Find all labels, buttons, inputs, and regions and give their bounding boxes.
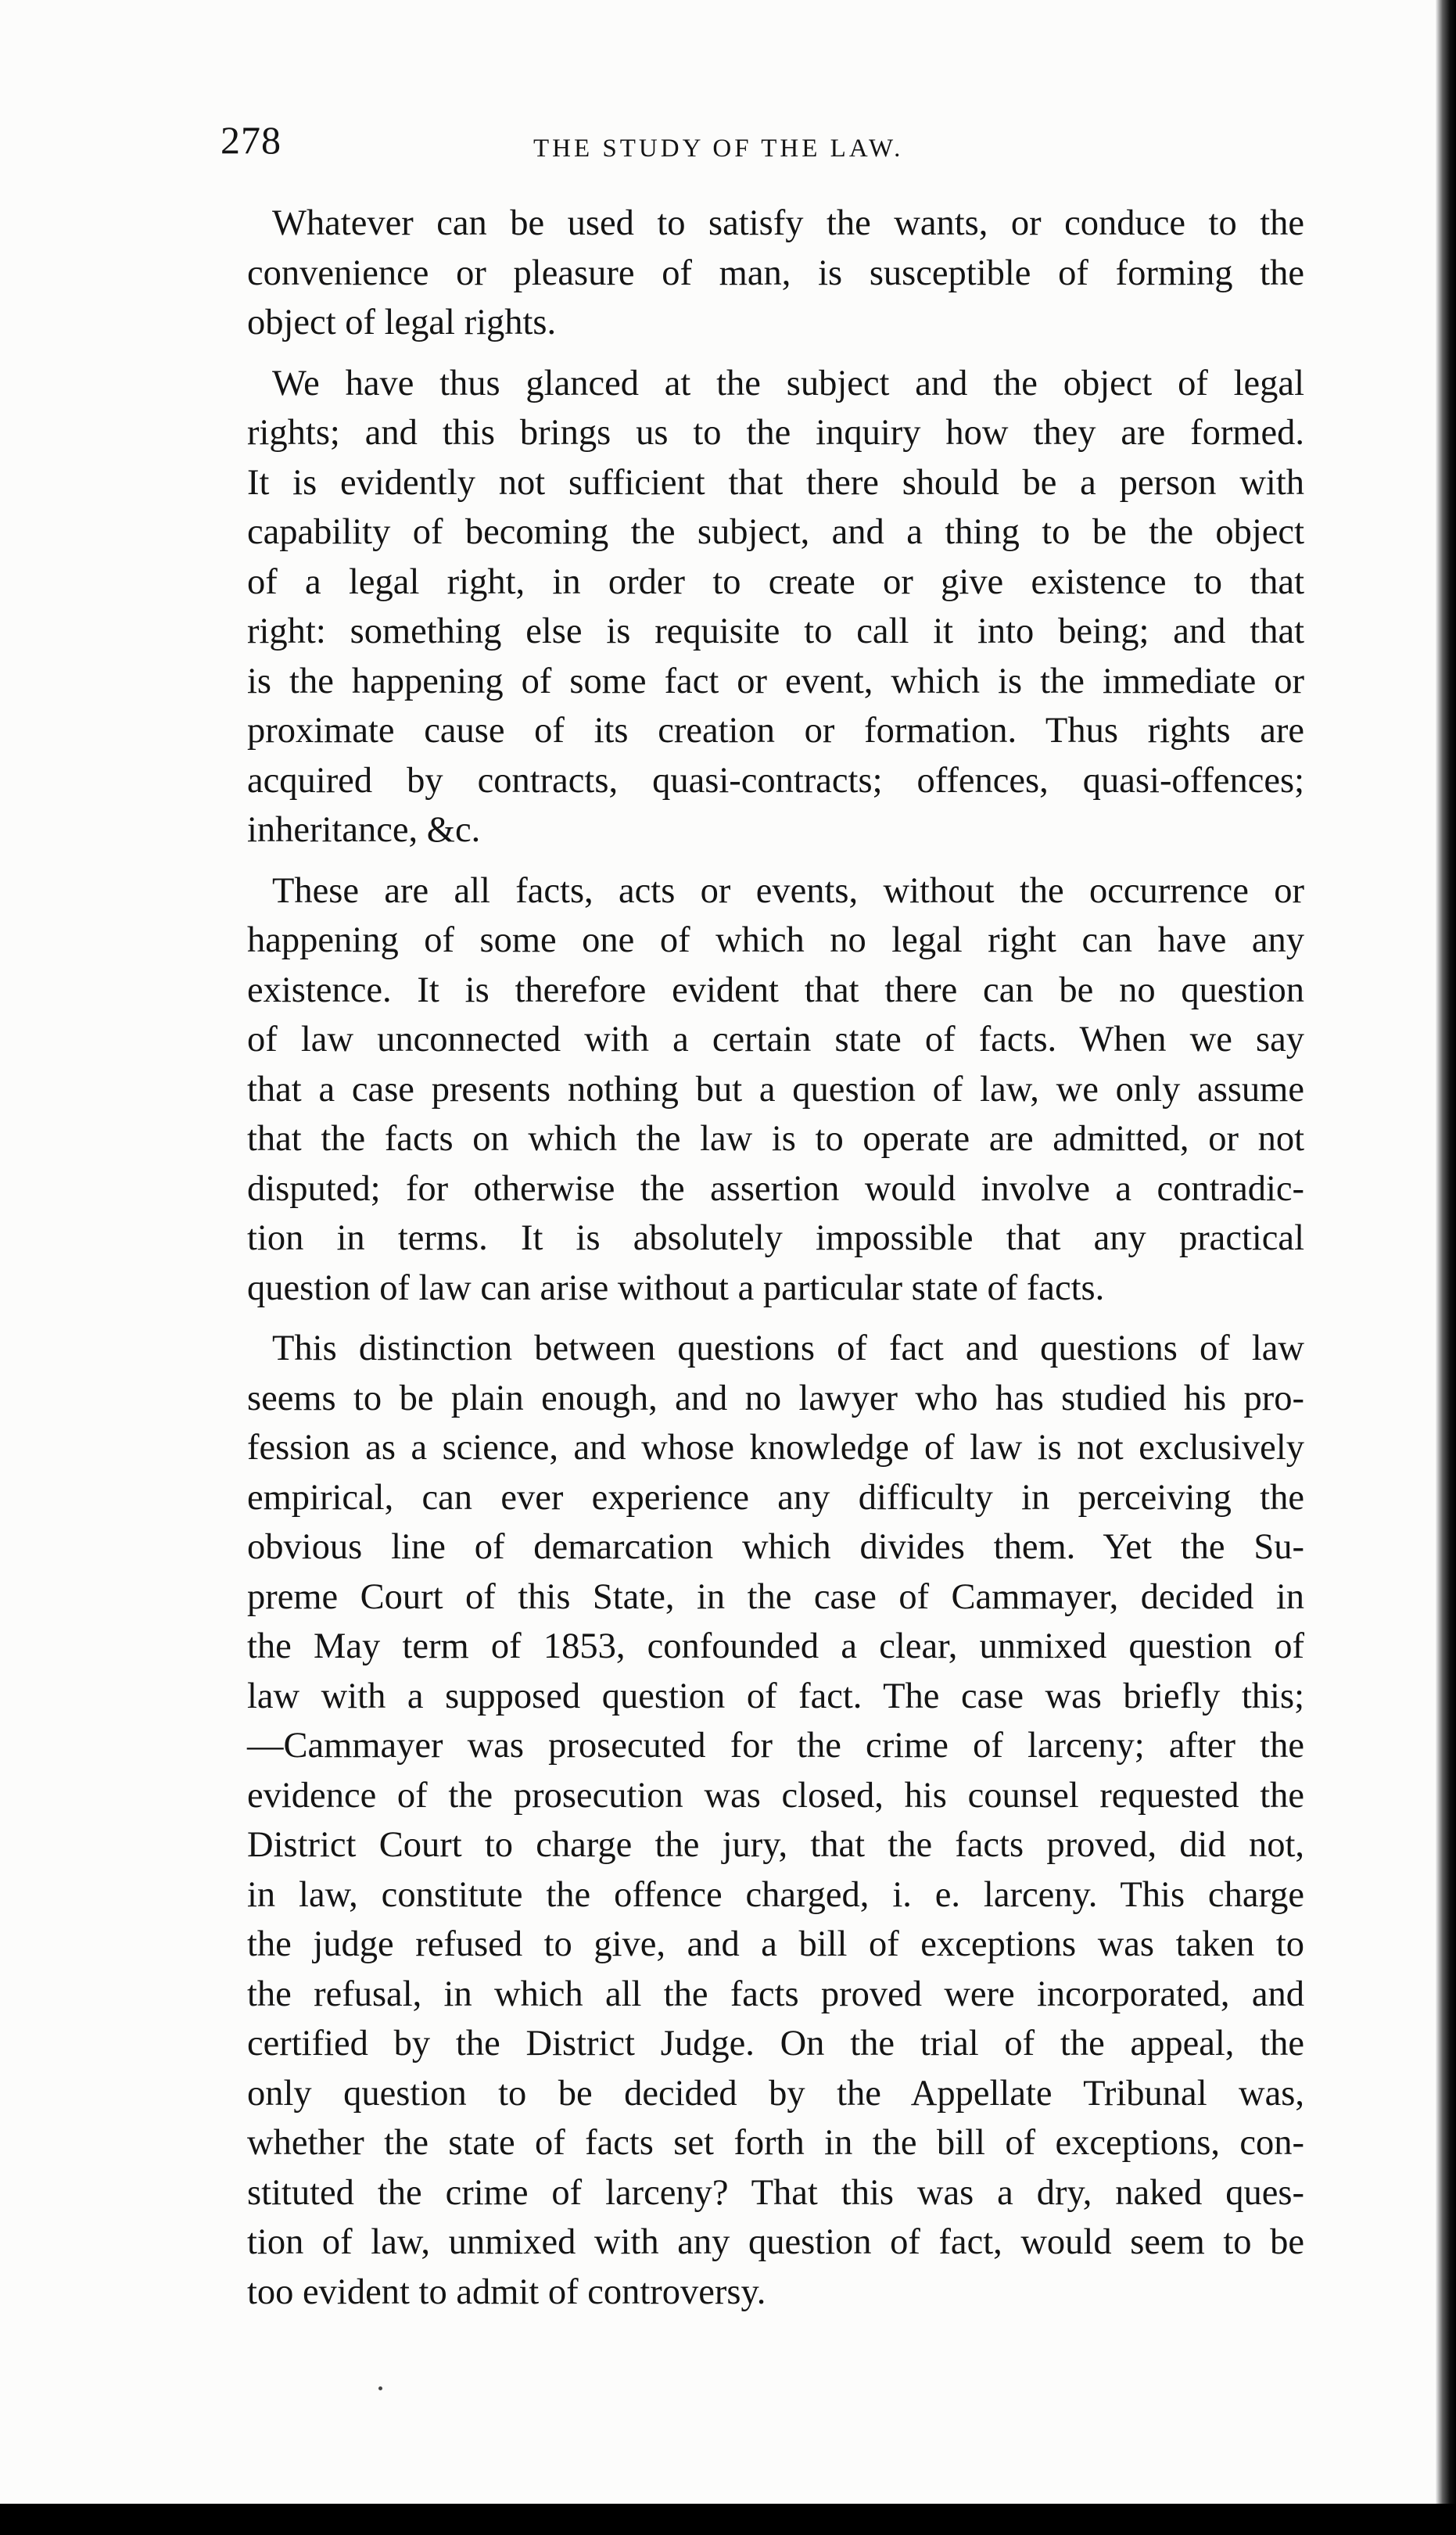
text-line: capability of becoming the subject, and a thing to be the object bbox=[247, 512, 1304, 552]
paragraph-2 bbox=[210, 359, 1304, 855]
text-line: obvious line of demarcation which divides them. Yet the Su- bbox=[247, 1527, 1304, 1567]
scan-edge-right bbox=[1436, 0, 1456, 2535]
text-line: This distinction between questions of fact and questions of law bbox=[272, 1328, 1304, 1368]
text-line: acquired by contracts, quasi-contracts; offences, quasi-offences; bbox=[247, 760, 1304, 801]
text-line: tion of law, unmixed with any question of fact, would seem to be bbox=[247, 2222, 1304, 2262]
text-line: right: something else is requisite to call it into being; and that bbox=[247, 611, 1304, 651]
ink-speck bbox=[378, 2386, 382, 2390]
text-line: seems to be plain enough, and no lawyer who has studied his pro- bbox=[247, 1378, 1304, 1418]
running-title: THE STUDY OF THE LAW. bbox=[533, 134, 904, 163]
text-line: that a case presents nothing but a question of law, we only assume bbox=[247, 1069, 1304, 1110]
paragraph-1 bbox=[210, 199, 1304, 348]
text-line: in law, constitute the offence charged, i. e. larceny. This charge bbox=[247, 1874, 1304, 1915]
paragraph-4 bbox=[210, 1324, 1304, 2317]
text-line: the judge refused to give, and a bill of exceptions was taken to bbox=[247, 1924, 1304, 1964]
text-line: stituted the crime of larceny? That this was a dry, naked ques- bbox=[247, 2172, 1304, 2213]
text-line: fession as a science, and whose knowledge of law is not exclusively bbox=[247, 1428, 1304, 1468]
text-line: the refusal, in which all the facts proved were incorporated, and bbox=[247, 1974, 1304, 2014]
text-line: certified by the District Judge. On the trial of the appeal, the bbox=[247, 2024, 1304, 2063]
text-line: convenience or pleasure of man, is susceptible of forming the bbox=[247, 253, 1304, 293]
paragraph-3 bbox=[210, 866, 1304, 1314]
text-line: disputed; for otherwise the assertion would involve a contradic- bbox=[247, 1168, 1304, 1209]
text-line: rights; and this brings us to the inquiry how they are formed. bbox=[247, 413, 1304, 453]
text-line: of a legal right, in order to create or give existence to that bbox=[247, 561, 1304, 602]
text-line: that the facts on which the law is to operate are admitted, or not bbox=[247, 1119, 1304, 1159]
text-line: whether the state of facts set forth in the bill of exceptions, con- bbox=[247, 2123, 1304, 2163]
text-line: question of law can arise without a particular state of facts. bbox=[247, 1268, 1105, 1308]
text-line: —Cammayer was prosecuted for the crime of larceny; after the bbox=[247, 1726, 1304, 1766]
text-line: Whatever can be used to satisfy the wants, or conduce to the bbox=[272, 203, 1304, 243]
text-line: We have thus glanced at the subject and the object of legal bbox=[272, 363, 1304, 403]
text-line: only question to be decided by the Appellate Tribunal was, bbox=[247, 2073, 1304, 2114]
text-line: is the happening of some fact or event, which is the immediate or bbox=[247, 661, 1304, 701]
page-number: 278 bbox=[221, 118, 282, 162]
scan-edge-bottom bbox=[0, 2504, 1456, 2535]
running-header bbox=[221, 117, 1292, 172]
text-line: proximate cause of its creation or formation. Thus rights are bbox=[247, 711, 1304, 751]
text-line: inheritance, &c. bbox=[247, 810, 481, 850]
text-line: preme Court of this State, in the case of Cammayer, decided in bbox=[247, 1576, 1304, 1617]
text-line: empirical, can ever experience any difficulty in perceiving the bbox=[247, 1477, 1304, 1518]
text-line: evidence of the prosecution was closed, his counsel requested the bbox=[247, 1775, 1304, 1816]
text-line: happening of some one of which no legal right can have any bbox=[247, 920, 1304, 960]
text-line: It is evidently not sufficient that there should be a person with bbox=[247, 462, 1304, 503]
text-line: object of legal rights. bbox=[247, 303, 557, 342]
text-line: District Court to charge the jury, that the facts proved, did not, bbox=[247, 1825, 1304, 1865]
text-line: tion in terms. It is absolutely impossible that any practical bbox=[247, 1218, 1304, 1258]
text-line: existence. It is therefore evident that there can be no question bbox=[247, 970, 1304, 1010]
body-text bbox=[210, 199, 1304, 2328]
text-line: of law unconnected with a certain state of facts. When we say bbox=[247, 1020, 1304, 1060]
text-line: law with a supposed question of fact. The case was briefly this; bbox=[247, 1676, 1304, 1716]
text-line: These are all facts, acts or events, without the occurrence or bbox=[272, 870, 1304, 911]
text-line: the May term of 1853, confounded a clear, unmixed question of bbox=[247, 1626, 1304, 1666]
text-line: too evident to admit of controversy. bbox=[247, 2271, 766, 2312]
